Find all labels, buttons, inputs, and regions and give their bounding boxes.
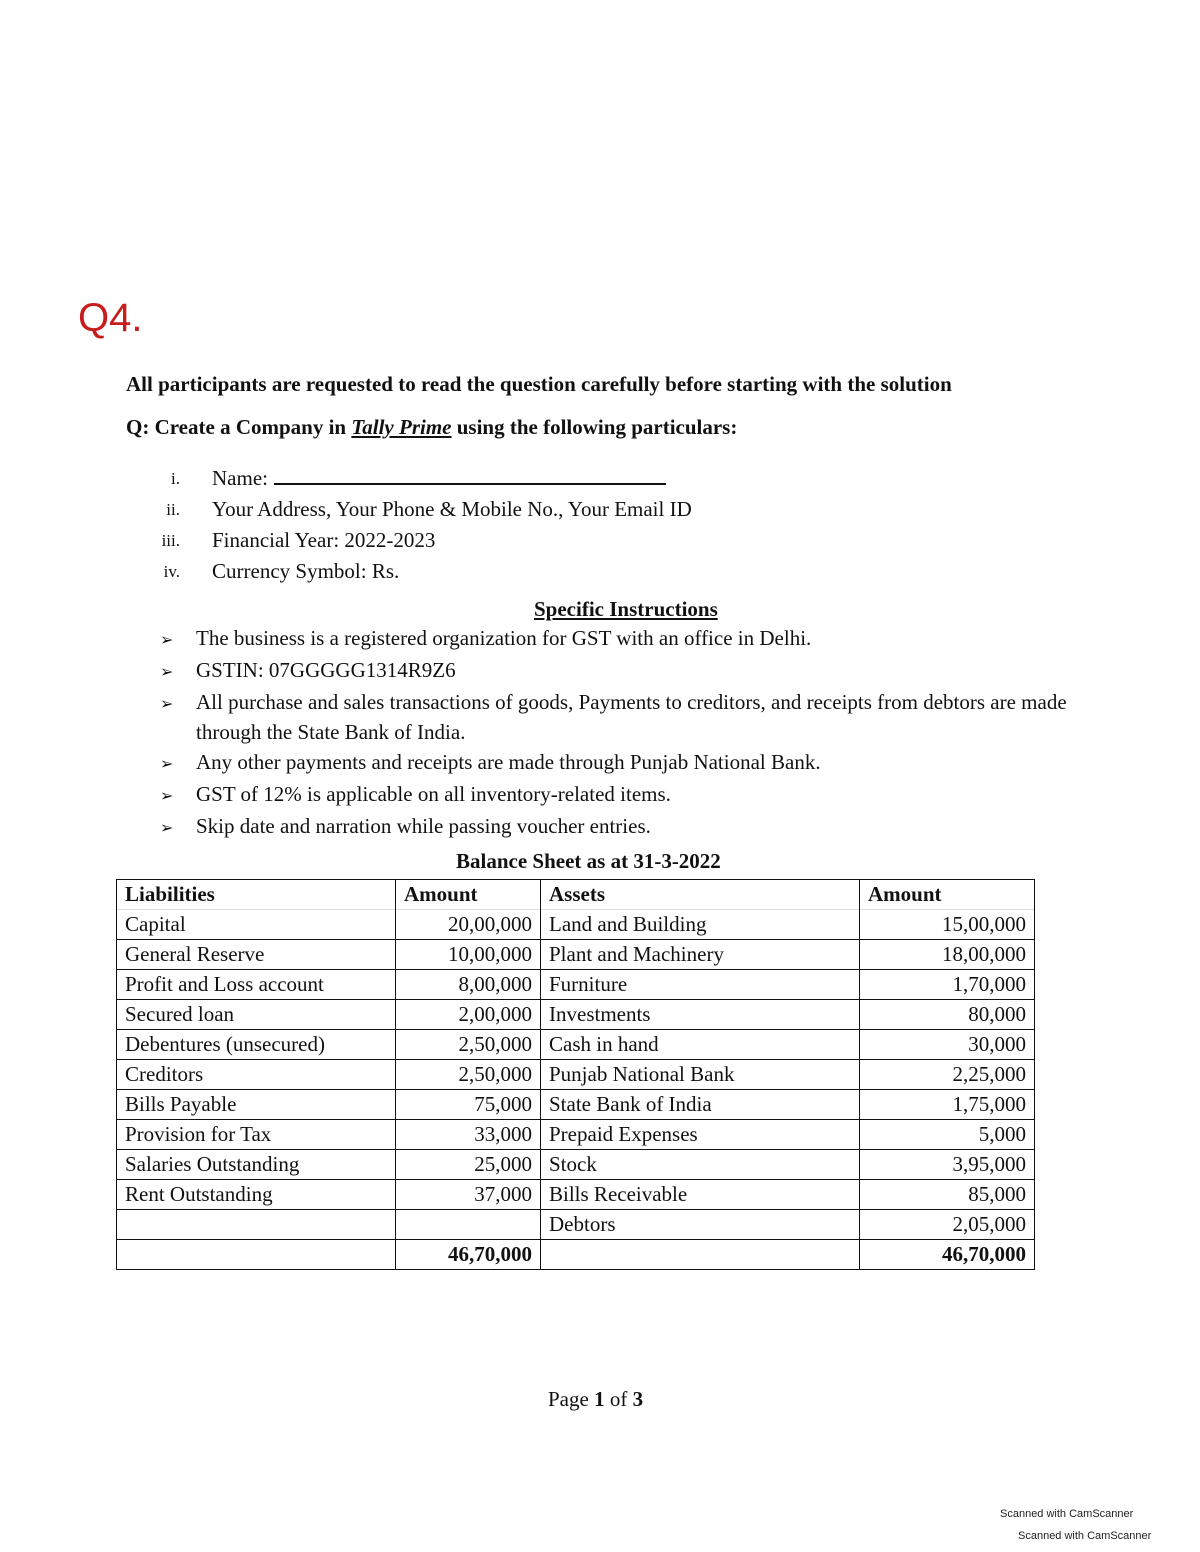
- list-number: i.: [171, 469, 180, 488]
- table-row: [117, 1060, 1035, 1090]
- table-row: [117, 1180, 1035, 1210]
- header-amount: Amount: [396, 880, 541, 910]
- question-line: [126, 415, 737, 440]
- liability-cell: General Reserve: [117, 940, 396, 970]
- total-label-cell: [117, 1240, 396, 1270]
- asset-cell: Debtors: [541, 1210, 860, 1240]
- table-row: [117, 1120, 1035, 1150]
- liability-cell: Creditors: [117, 1060, 396, 1090]
- table-row: [117, 910, 1035, 940]
- list-item: ➢ Skip date and narration while passing voucher entries.: [160, 811, 1080, 843]
- question-prefix: Q: Create a Company in: [126, 415, 352, 439]
- app-name: Tally Prime: [351, 415, 452, 439]
- liability-amount-cell: [396, 1210, 541, 1240]
- asset-cell: Investments: [541, 1000, 860, 1030]
- asset-amount-cell: 5,000: [860, 1120, 1035, 1150]
- list-number: ii.: [166, 500, 180, 519]
- total-row: [117, 1240, 1035, 1270]
- current-page: 1: [594, 1387, 605, 1411]
- balance-sheet-title: Balance Sheet as at 31-3-2022: [456, 849, 721, 873]
- liability-amount-cell: 20,00,000: [396, 910, 541, 940]
- list-text: Currency Symbol: Rs.: [212, 559, 400, 583]
- arrow-bullet-icon: ➢: [160, 630, 174, 649]
- table-header-row: [117, 880, 1035, 910]
- liability-cell: Salaries Outstanding: [117, 1150, 396, 1180]
- list-item: ➢ GSTIN: 07GGGGG1314R9Z6: [160, 655, 1080, 687]
- table-row: [117, 1150, 1035, 1180]
- table-row: [117, 1090, 1035, 1120]
- asset-cell: Bills Receivable: [541, 1180, 860, 1210]
- question-label: Q4.: [78, 296, 143, 340]
- asset-amount-cell: 2,25,000: [860, 1060, 1035, 1090]
- page-footer: Page 1 of 3: [548, 1387, 644, 1411]
- liability-cell: [117, 1210, 396, 1240]
- instruction-list: [160, 623, 1080, 843]
- table-row: [117, 1210, 1035, 1240]
- arrow-bullet-icon: ➢: [160, 662, 174, 681]
- asset-amount-cell: 1,70,000: [860, 970, 1035, 1000]
- asset-cell: Cash in hand: [541, 1030, 860, 1060]
- table-row: [117, 1030, 1035, 1060]
- list-item: ➢ Any other payments and receipts are made through Punjab National Bank.: [160, 747, 1080, 779]
- list-item: ➢ GST of 12% is applicable on all inventory-related items.: [160, 779, 1080, 811]
- specific-instructions-title: Specific Instructions: [534, 597, 718, 621]
- list-item: [140, 497, 692, 528]
- list-number: iii.: [161, 531, 180, 550]
- asset-cell: Stock: [541, 1150, 860, 1180]
- list-item: [140, 528, 692, 559]
- asset-amount-cell: 15,00,000: [860, 910, 1035, 940]
- asset-amount-cell: 85,000: [860, 1180, 1035, 1210]
- header-liabilities: Liabilities: [117, 880, 396, 910]
- liability-cell: Debentures (unsecured): [117, 1030, 396, 1060]
- liability-amount-cell: 8,00,000: [396, 970, 541, 1000]
- liability-cell: Secured loan: [117, 1000, 396, 1030]
- arrow-bullet-icon: ➢: [160, 818, 174, 837]
- liability-amount-cell: 25,000: [396, 1150, 541, 1180]
- list-item: ➢ All purchase and sales transactions of goods, Payments to creditors, and receipts from debtors are made through the State Bank of India.: [160, 687, 1080, 747]
- liability-cell: Profit and Loss account: [117, 970, 396, 1000]
- list-item: [140, 466, 692, 497]
- asset-amount-cell: 3,95,000: [860, 1150, 1035, 1180]
- header-amount-assets: Amount: [860, 880, 1035, 910]
- table-row: [117, 1000, 1035, 1030]
- liability-cell: Provision for Tax: [117, 1120, 396, 1150]
- list-item: [140, 559, 692, 590]
- total-assets-label-cell: [541, 1240, 860, 1270]
- arrow-bullet-icon: ➢: [160, 754, 174, 773]
- asset-amount-cell: 80,000: [860, 1000, 1035, 1030]
- asset-cell: State Bank of India: [541, 1090, 860, 1120]
- asset-amount-cell: 1,75,000: [860, 1090, 1035, 1120]
- asset-cell: Plant and Machinery: [541, 940, 860, 970]
- liability-amount-cell: 10,00,000: [396, 940, 541, 970]
- intro-text: All participants are requested to read the question carefully before starting with the solution: [126, 372, 952, 396]
- liability-amount-cell: 2,50,000: [396, 1060, 541, 1090]
- arrow-bullet-icon: ➢: [160, 786, 174, 805]
- list-item: ➢ The business is a registered organization for GST with an office in Delhi.: [160, 623, 1080, 655]
- liability-amount-cell: 2,00,000: [396, 1000, 541, 1030]
- asset-cell: Furniture: [541, 970, 860, 1000]
- particulars-list: [140, 466, 692, 590]
- total-pages: 3: [632, 1387, 644, 1411]
- liability-amount-cell: 33,000: [396, 1120, 541, 1150]
- liability-amount-cell: 37,000: [396, 1180, 541, 1210]
- asset-amount-cell: 2,05,000: [860, 1210, 1035, 1240]
- question-suffix: using the following particulars:: [451, 415, 738, 439]
- liability-amount-cell: 2,50,000: [396, 1030, 541, 1060]
- liability-amount-cell: 75,000: [396, 1090, 541, 1120]
- total-assets: 46,70,000: [860, 1240, 1035, 1270]
- total-liabilities: 46,70,000: [396, 1240, 541, 1270]
- list-text: Your Address, Your Phone & Mobile No., Your Email ID: [212, 497, 692, 521]
- asset-cell: Land and Building: [541, 910, 860, 940]
- asset-amount-cell: 18,00,000: [860, 940, 1035, 970]
- asset-amount-cell: 30,000: [860, 1030, 1035, 1060]
- balance-sheet-table: [116, 879, 1035, 1270]
- list-text: Financial Year: 2022-2023: [212, 528, 436, 552]
- scanner-watermark-2: Scanned with CamScanner: [1018, 1530, 1152, 1542]
- list-text: Name:: [212, 466, 666, 491]
- liability-cell: Rent Outstanding: [117, 1180, 396, 1210]
- liability-cell: Capital: [117, 910, 396, 940]
- arrow-bullet-icon: ➢: [160, 694, 174, 713]
- header-assets: Assets: [541, 880, 860, 910]
- table-row: [117, 940, 1035, 970]
- asset-cell: Punjab National Bank: [541, 1060, 860, 1090]
- asset-cell: Prepaid Expenses: [541, 1120, 860, 1150]
- liability-cell: Bills Payable: [117, 1090, 396, 1120]
- list-number: iv.: [163, 562, 180, 581]
- table-row: [117, 970, 1035, 1000]
- scanner-watermark: Scanned with CamScanner: [1000, 1508, 1134, 1520]
- name-blank-line: [274, 467, 666, 485]
